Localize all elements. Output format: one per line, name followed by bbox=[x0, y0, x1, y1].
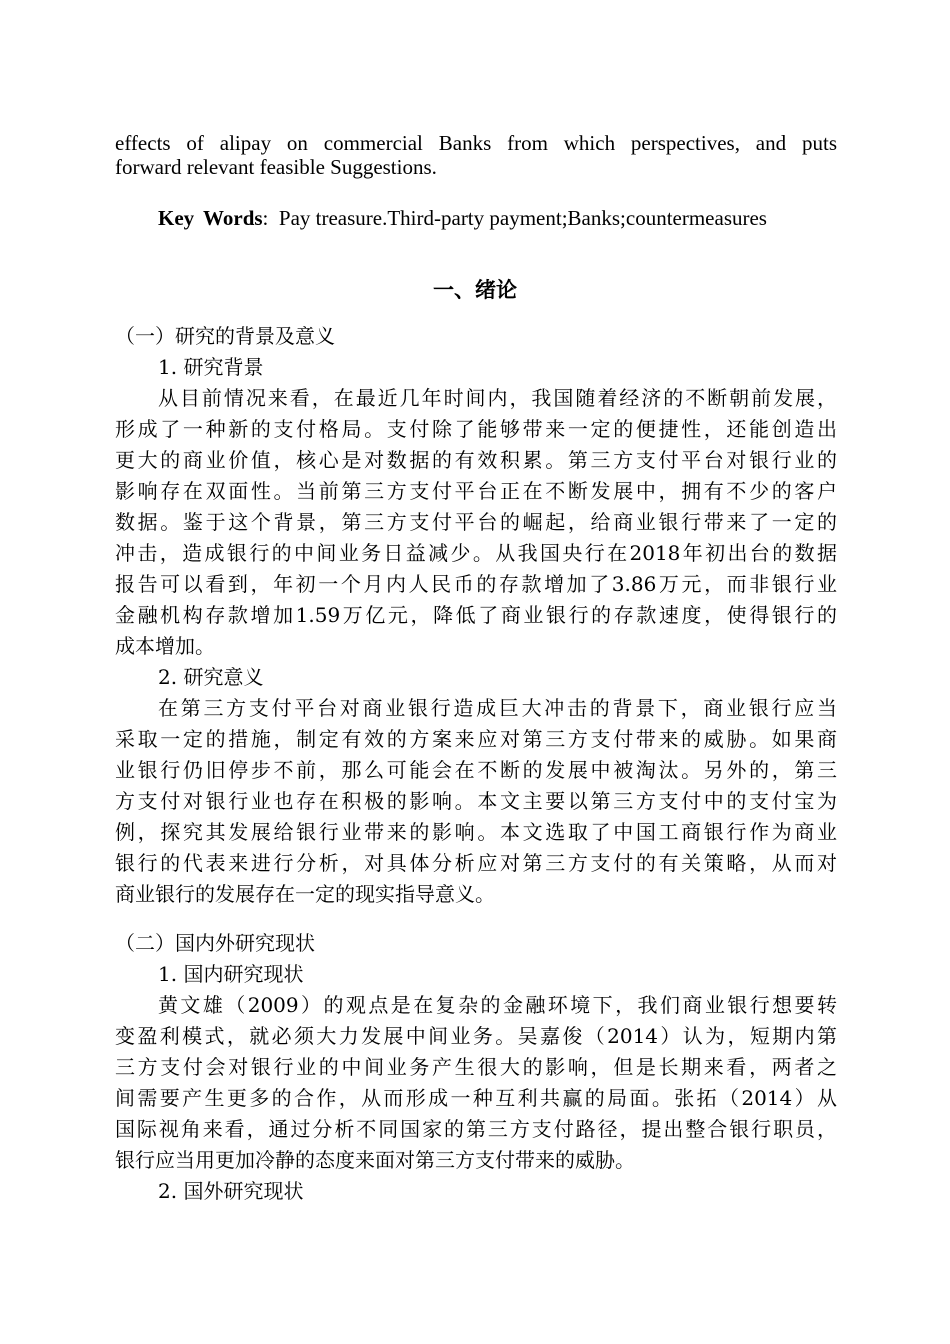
paragraph-line: 黄文雄（2009）的观点是在复杂的金融环境下，我们商业银行想要转 bbox=[158, 993, 837, 1017]
paragraph-line: 从目前情况来看，在最近几年时间内，我国随着经济的不断朝前发展， bbox=[158, 386, 837, 410]
paragraph-line: 间需要产生更多的合作，从而形成一种互利共赢的局面。张拓（2014）从 bbox=[115, 1086, 837, 1110]
section-heading-1: （一）研究的背景及意义 bbox=[115, 324, 335, 348]
paragraph-line: 例，探究其发展给银行业带来的影响。本文选取了中国工商银行作为商业 bbox=[115, 820, 837, 844]
paragraph-line: 银行应当用更加冷静的态度来面对第三方支付带来的威胁。 bbox=[115, 1148, 635, 1172]
keywords-separator: : bbox=[262, 206, 269, 230]
paragraph-line: 数据。鉴于这个背景，第三方支付平台的崛起，给商业银行带来了一定的 bbox=[115, 510, 837, 534]
paragraph-line: 方支付对银行业也存在积极的影响。本文主要以第三方支付中的支付宝为 bbox=[115, 789, 837, 813]
abstract-line-1: effects of alipay on commercial Banks from which perspectives, and puts bbox=[115, 131, 837, 155]
paragraph-line: 银行的代表来进行分析，对具体分析应对第三方支付的有关策略，从而对 bbox=[115, 851, 837, 875]
subsection-heading-2-2: 2. 国外研究现状 bbox=[158, 1179, 304, 1203]
paragraph-line: 国际视角来看，通过分析不同国家的第三方支付路径，提出整合银行职员， bbox=[115, 1117, 837, 1141]
paragraph-line: 报告可以看到，年初一个月内人民币的存款增加了3.86万元，而非银行业 bbox=[115, 572, 837, 596]
paragraph-line: 变盈利模式，就必须大力发展中间业务。吴嘉俊（2014）认为，短期内第 bbox=[115, 1024, 837, 1048]
paragraph-line: 商业银行的发展存在一定的现实指导意义。 bbox=[115, 882, 495, 906]
subsection-heading-1-2: 2. 研究意义 bbox=[158, 665, 264, 689]
subsection-heading-2-1: 1. 国内研究现状 bbox=[158, 962, 304, 986]
paragraph-line: 更大的商业价值，核心是对数据的有效积累。第三方支付平台对银行业的 bbox=[115, 448, 837, 472]
paragraph-line: 金融机构存款增加1.59万亿元，降低了商业银行的存款速度，使得银行的 bbox=[115, 603, 837, 627]
chapter-title: 一、绪论 bbox=[433, 277, 517, 302]
paragraph-line: 形成了一种新的支付格局。支付除了能够带来一定的便捷性，还能创造出 bbox=[115, 417, 837, 441]
paragraph-line: 在第三方支付平台对商业银行造成巨大冲击的背景下，商业银行应当 bbox=[158, 696, 837, 720]
paragraph-line: 成本增加。 bbox=[115, 634, 215, 658]
paragraph-line: 影响存在双面性。当前第三方支付平台正在不断发展中，拥有不少的客户 bbox=[115, 479, 837, 503]
keywords-text: Pay treasure.Third-party payment;Banks;countermeasures bbox=[278, 206, 767, 230]
paragraph-line: 冲击，造成银行的中间业务日益减少。从我国央行在2018年初出台的数据 bbox=[115, 541, 837, 565]
keywords bbox=[158, 206, 767, 231]
paragraph-line: 业银行仍旧停步不前，那么可能会在不断的发展中被淘汰。另外的，第三 bbox=[115, 758, 837, 782]
abstract-line-2: forward relevant feasible Suggestions. bbox=[115, 155, 437, 179]
paragraph-line: 采取一定的措施，制定有效的方案来应对第三方支付带来的威胁。如果商 bbox=[115, 727, 837, 751]
subsection-heading-1-1: 1. 研究背景 bbox=[158, 355, 264, 379]
paragraph-line: 三方支付会对银行业的中间业务产生很大的影响，但是长期来看，两者之 bbox=[115, 1055, 837, 1079]
keywords-label: Key Words bbox=[158, 206, 263, 230]
section-heading-2: （二）国内外研究现状 bbox=[115, 931, 315, 955]
